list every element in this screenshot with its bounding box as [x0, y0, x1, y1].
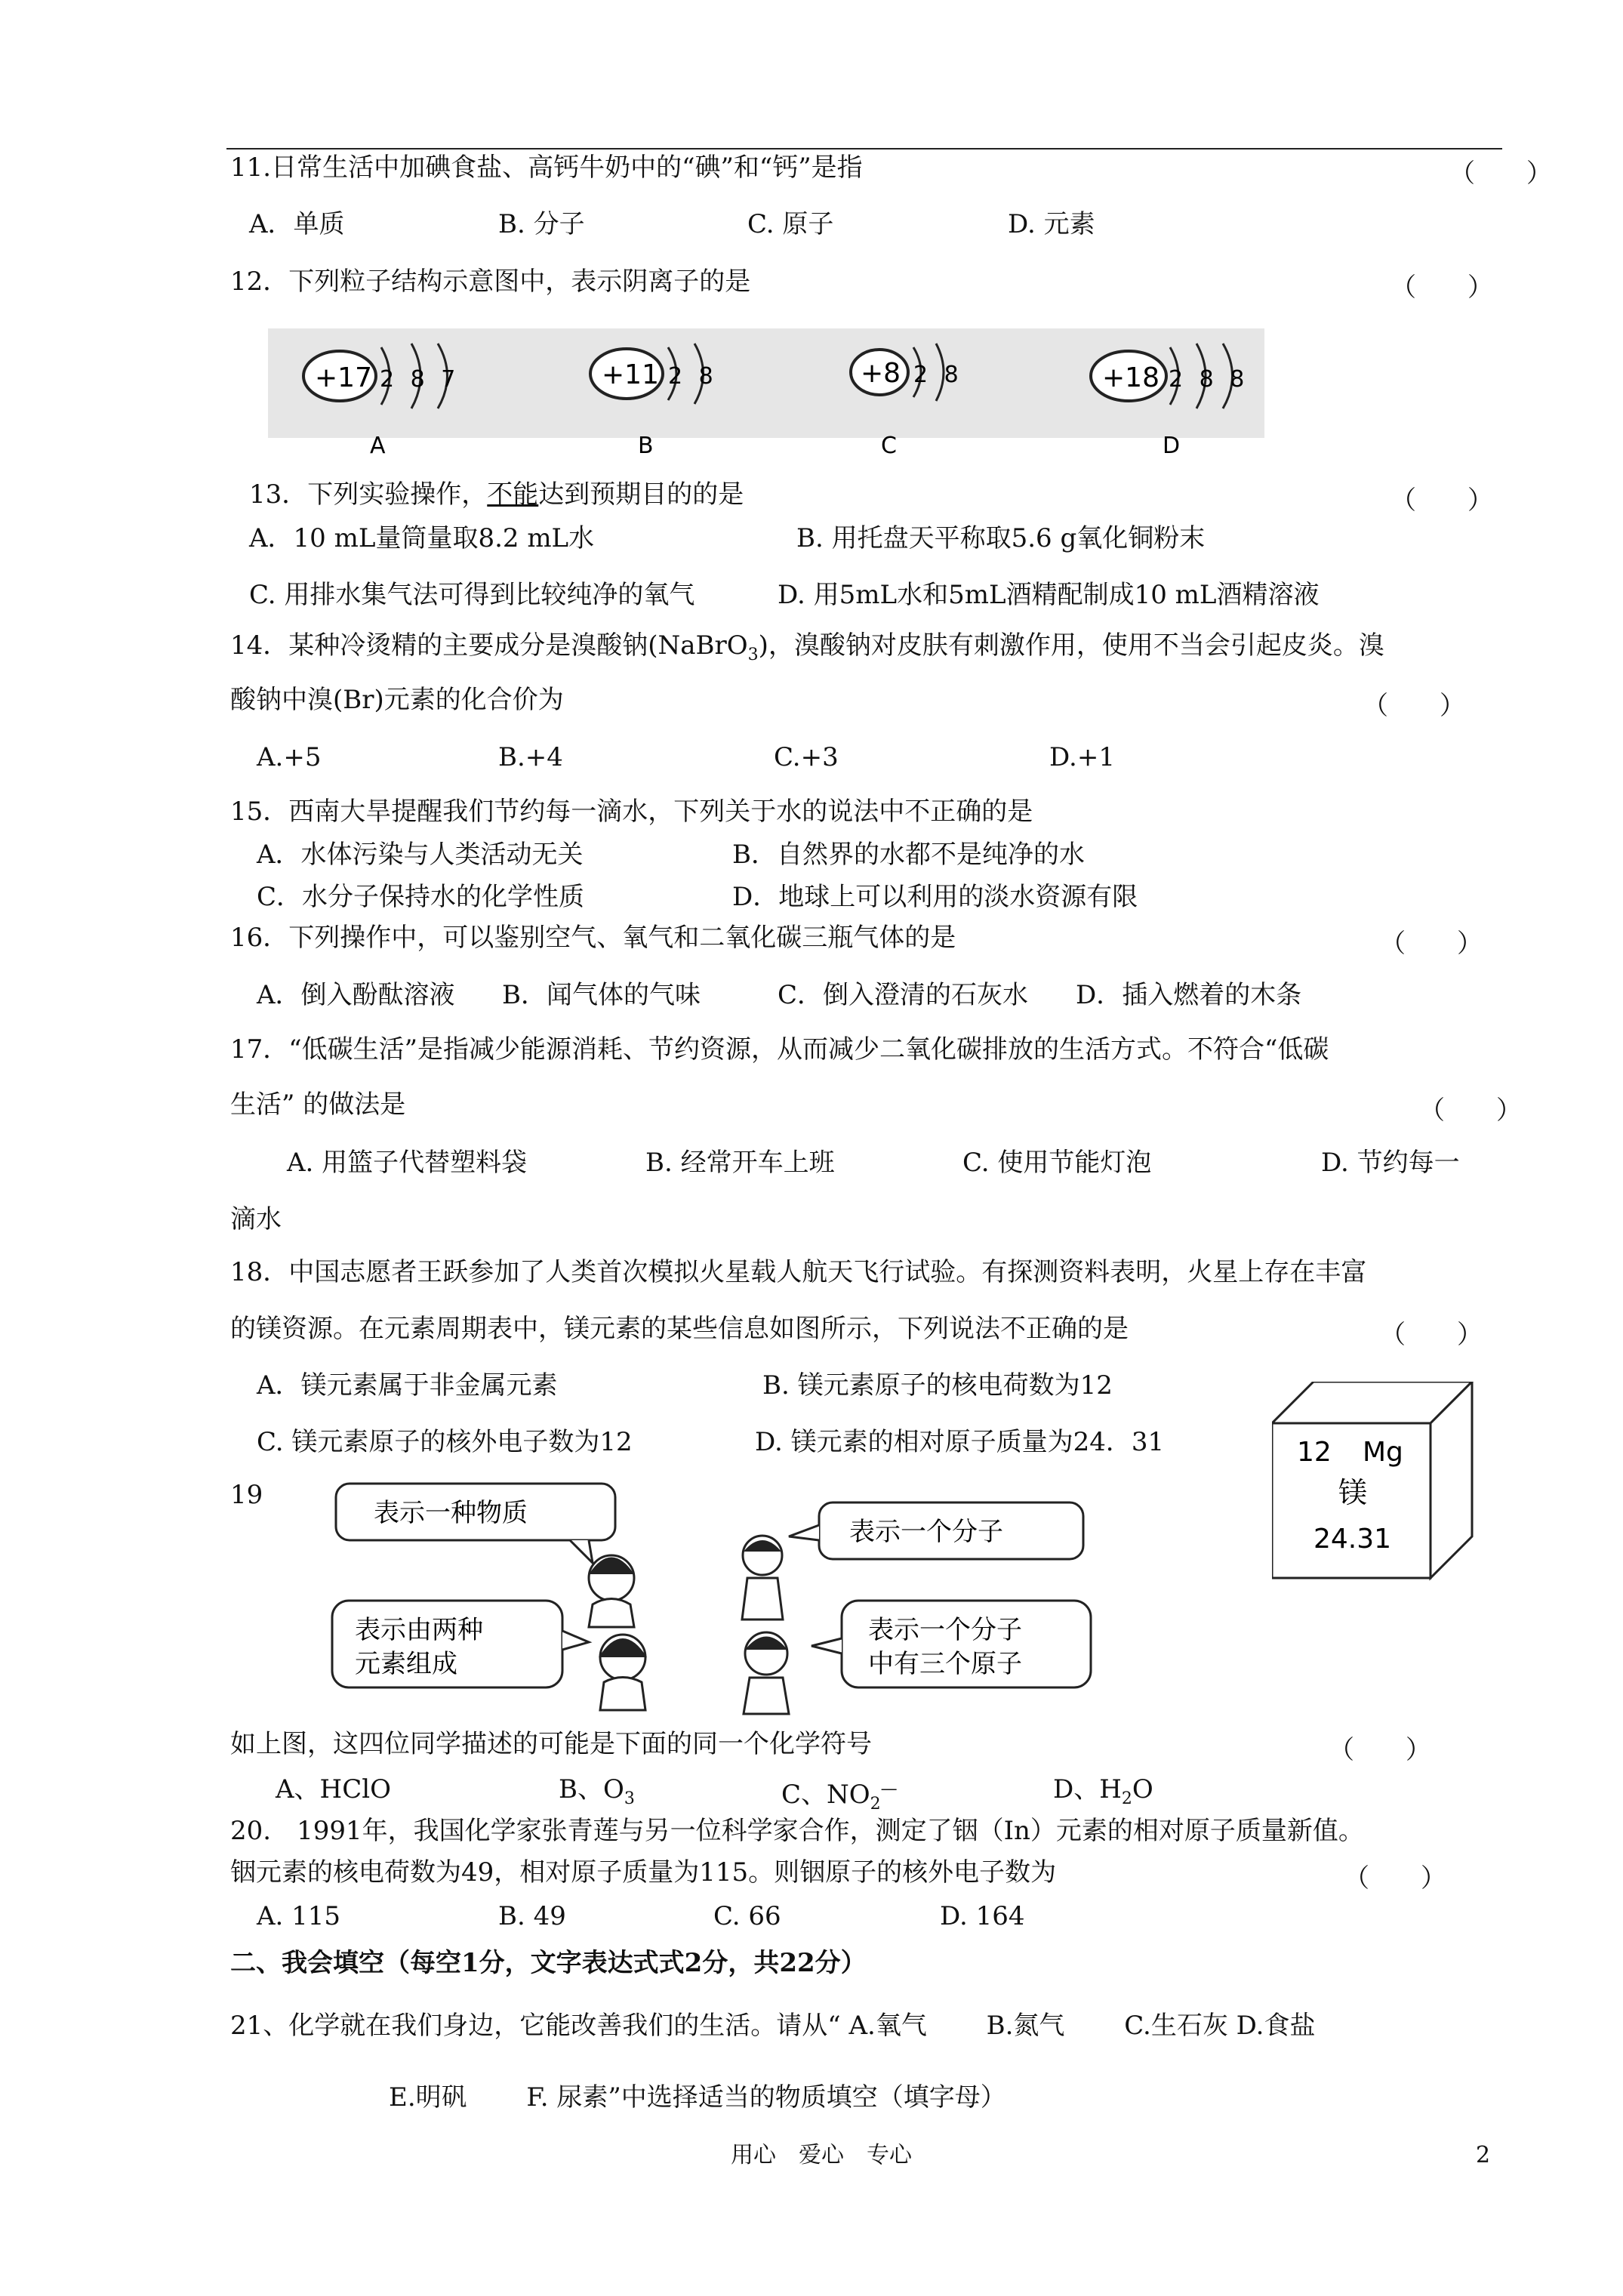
q17-option-d-wrap: 滴水	[230, 1204, 282, 1234]
magnesium-element-card	[1272, 1382, 1476, 1586]
diagram-label: D	[1163, 433, 1181, 459]
electron-counts: 2 8 7	[380, 366, 460, 393]
nucleus-charge: +11	[602, 359, 659, 390]
q15-option-b: B．自然界的水都不是纯净的水	[732, 840, 1085, 870]
bubble-text: 元素组成	[355, 1649, 457, 1679]
q19-answer-blank: （ ）	[1329, 1735, 1431, 1765]
q15-option-a: A．水体污染与人类活动无关	[257, 840, 584, 870]
header-rule	[226, 148, 1502, 149]
page-number: 2	[1476, 2142, 1491, 2168]
speech-bubble-3	[332, 1601, 589, 1687]
q19-option-d-text: D、H	[1053, 1774, 1122, 1804]
speech-bubble-1	[336, 1484, 615, 1563]
nucleus-charge: +18	[1102, 362, 1160, 393]
q16-option-a: A．倒入酚酞溶液	[257, 980, 455, 1010]
q13-option-c: C. 用排水集气法可得到比较纯净的氧气	[249, 580, 695, 610]
q20-stem-line1: 20. 1991年，我国化学家张青莲与另一位科学家合作，测定了铟（In）元素的相对原子质量新值。	[230, 1816, 1364, 1846]
q18-option-b: B. 镁元素原子的核电荷数为12	[762, 1370, 1113, 1401]
q13-stem-underlined: 不能	[487, 479, 539, 510]
atomic-mass: 24.31	[1313, 1524, 1392, 1555]
q19-option-d-sub: 2	[1121, 1789, 1132, 1808]
speech-bubble-2	[789, 1502, 1083, 1559]
q21-stem-line1: 21、化学就在我们身边，它能改善我们的生活。请从“ A.氧气 B.氮气 C.生石灰 D.食盐	[230, 2011, 1316, 2041]
q11-option-d: D. 元素	[1008, 209, 1095, 239]
nucleus-charge: +17	[315, 362, 372, 393]
q16-answer-blank: （ ）	[1380, 929, 1483, 959]
q14-answer-blank: （ ）	[1363, 691, 1465, 721]
q13-option-d: D. 用5mL水和5mL酒精配制成10 mL酒精溶液	[778, 580, 1320, 610]
q14-option-c: C.+3	[774, 742, 839, 772]
bubble-text: 表示一个分子	[868, 1615, 1022, 1645]
q16-option-d: D．插入燃着的木条	[1076, 980, 1302, 1010]
q15-stem: 15．西南大旱提醒我们节约每一滴水，下列关于水的说法中不正确的是	[230, 797, 1033, 827]
electron-counts: 2 8	[668, 363, 718, 390]
q18-answer-blank: （ ）	[1380, 1320, 1483, 1350]
student-figure-3	[599, 1635, 647, 1710]
q17-option-b: B. 经常开车上班	[645, 1148, 835, 1178]
students-speech-illustration	[321, 1480, 1121, 1721]
q20-option-c: C. 66	[713, 1901, 781, 1931]
q20-option-b: B. 49	[498, 1901, 566, 1931]
q19-option-d	[1053, 1774, 1153, 1814]
q19-option-b	[559, 1774, 635, 1814]
q13-option-b: B. 用托盘天平称取5.6 g氧化铜粉末	[796, 523, 1206, 553]
q14-stem-subscript: 3	[747, 646, 759, 664]
q20-option-a: A. 115	[257, 1901, 341, 1931]
bubble-text: 表示一种物质	[374, 1498, 528, 1528]
q12-answer-blank: （ ）	[1390, 273, 1493, 303]
q11-option-c: C. 原子	[747, 209, 834, 239]
electron-counts: 2 8	[913, 362, 963, 388]
footer-motto: 用心 爱心 专心	[731, 2142, 912, 2168]
q18-stem-line2: 的镁资源。在元素周期表中，镁元素的某些信息如图所示，下列说法不正确的是	[230, 1314, 1129, 1344]
q19-stem: 如上图，这四位同学描述的可能是下面的同一个化学符号	[230, 1729, 872, 1759]
q17-option-c: C. 使用节能灯泡	[962, 1148, 1152, 1178]
q13-option-a: A．10 mL量筒量取8.2 mL水	[249, 523, 595, 553]
speech-bubble-4	[812, 1601, 1091, 1687]
q17-answer-blank: （ ）	[1419, 1096, 1522, 1126]
q14-stem-line2: 酸钠中溴(Br)元素的化合价为	[230, 685, 564, 715]
q17-stem-line2: 生活” 的做法是	[230, 1089, 406, 1120]
q20-answer-blank: （ ）	[1344, 1863, 1446, 1894]
q11-stem: 11.日常生活中加碘食盐、高钙牛奶中的“碘”和“钙”是指	[230, 153, 863, 183]
q21-stem-line2: E.明矾 F. 尿素”中选择适当的物质填空（填字母）	[389, 2082, 1006, 2113]
q19-option-c-text: C、NO	[781, 1780, 870, 1810]
q20-stem-line2: 铟元素的核电荷数为49，相对原子质量为115。则铟原子的核外电子数为	[230, 1857, 1057, 1888]
bubble-tail	[562, 1631, 589, 1650]
q11-option-a: A．单质	[249, 209, 345, 239]
q18-option-c: C. 镁元素原子的核外电子数为12	[257, 1427, 633, 1457]
q18-option-a: A．镁元素属于非金属元素	[257, 1370, 558, 1401]
student-figure-4	[744, 1632, 789, 1714]
q15-option-c: C．水分子保持水的化学性质	[257, 882, 585, 912]
q17-option-d: D. 节约每一	[1321, 1148, 1460, 1178]
bubble-tail	[570, 1540, 593, 1563]
nucleus-charge: +8	[861, 358, 901, 389]
bubble-tail	[789, 1525, 819, 1540]
q16-option-c: C．倒入澄清的石灰水	[778, 980, 1029, 1010]
q13-stem	[249, 479, 744, 510]
q13-stem-pre: 13．下列实验操作，	[249, 479, 488, 510]
q14-option-d: D.+1	[1049, 742, 1115, 772]
atom-structure-diagrams	[268, 317, 1264, 468]
q12-stem: 12．下列粒子结构示意图中，表示阴离子的是	[230, 267, 751, 297]
q15-option-d: D．地球上可以利用的淡水资源有限	[732, 882, 1138, 912]
q13-stem-post: 达到预期目的的是	[538, 479, 744, 510]
q19-option-c-charge: —	[880, 1780, 898, 1798]
diagram-label: A	[370, 433, 386, 459]
q16-stem: 16．下列操作中，可以鉴别空气、氧气和二氧化碳三瓶气体的是	[230, 923, 956, 953]
q17-option-a: A. 用篮子代替塑料袋	[287, 1148, 528, 1178]
q17-stem-line1: 17．“低碳生活”是指减少能源消耗、节约资源，从而减少二氧化碳排放的生活方式。不符合“低碳	[230, 1034, 1329, 1065]
bubble-text: 表示一个分子	[849, 1517, 1003, 1547]
q19-option-b-sub: 3	[624, 1789, 635, 1808]
atomic-number: 12	[1297, 1437, 1332, 1468]
section-2-heading: 二、我会填空（每空1分，文字表达式式2分，共22分）	[230, 1948, 867, 1978]
q14-stem-line1	[230, 630, 1384, 670]
q14-option-b: B.+4	[498, 742, 563, 772]
student-figure-1	[589, 1555, 634, 1627]
diagram-label: C	[881, 433, 897, 459]
student-figure-2	[742, 1536, 783, 1620]
element-symbol: Mg	[1363, 1437, 1403, 1468]
diagram-label: B	[638, 433, 654, 459]
q18-option-d: D. 镁元素的相对原子质量为24．31	[755, 1427, 1165, 1457]
bubble-tail	[812, 1638, 842, 1653]
q16-option-b: B．闻气体的气味	[502, 980, 701, 1010]
q11-option-b: B. 分子	[498, 209, 585, 239]
q19-number: 19	[230, 1480, 263, 1510]
q19-option-d-post: O	[1132, 1774, 1153, 1804]
element-name: 镁	[1338, 1476, 1368, 1509]
bubble-text: 表示由两种	[355, 1615, 483, 1645]
q14-option-a: A.+5	[257, 742, 322, 772]
q19-option-c-sub: 2	[870, 1795, 881, 1814]
q19-option-c	[781, 1774, 898, 1820]
q14-stem-pre: 14．某种冷烫精的主要成分是溴酸钠(NaBrO	[230, 630, 748, 661]
q19-option-a: A、HClO	[276, 1774, 391, 1804]
q11-answer-blank: （ ）	[1449, 159, 1552, 189]
q18-stem-line1: 18．中国志愿者王跃参加了人类首次模拟火星载人航天飞行试验。有探测资料表明，火星上存在丰富	[230, 1257, 1367, 1287]
bubble-text: 中有三个原子	[868, 1649, 1022, 1679]
q14-stem-post: )，溴酸钠对皮肤有刺激作用，使用不当会引起皮炎。溴	[758, 630, 1384, 661]
q13-answer-blank: （ ）	[1390, 485, 1493, 516]
q19-option-b-text: B、O	[559, 1774, 624, 1804]
electron-counts: 2 8 8	[1169, 366, 1249, 393]
q20-option-d: D. 164	[940, 1901, 1025, 1931]
